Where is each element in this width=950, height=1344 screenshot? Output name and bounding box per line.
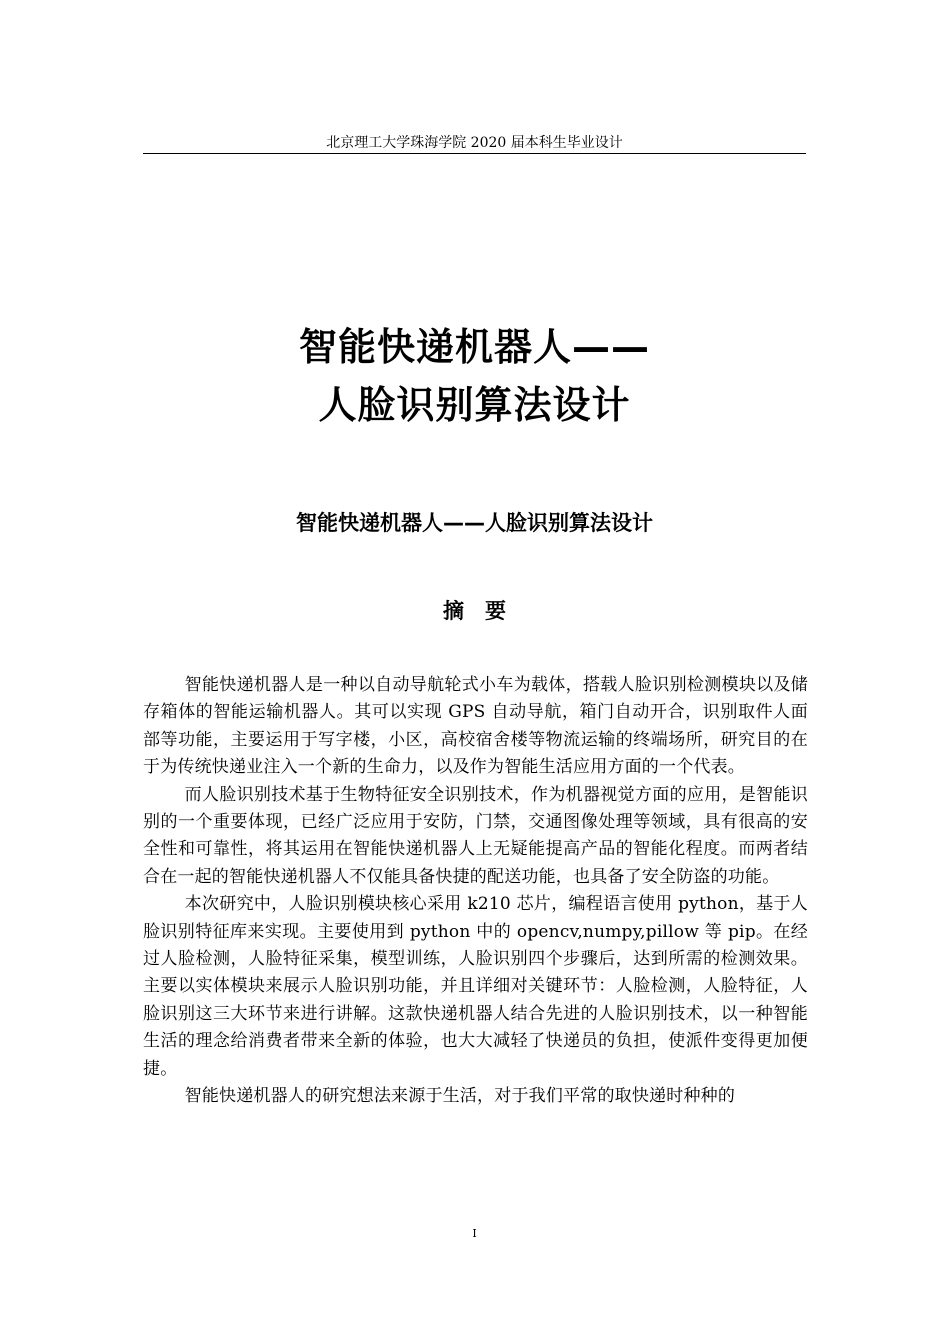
subtitle: 智能快递机器人——人脸识别算法设计 (296, 511, 653, 535)
abstract-paragraph: 智能快递机器人的研究想法来源于生活，对于我们平常的取快递时种种的 (184, 1086, 736, 1107)
page-number: I (472, 1227, 477, 1240)
abstract-paragraph: 智能快递机器人是一种以自动导航轮式小车为载体，搭载人脸识别检测模块以及储存箱体的智能运输机器人。其可以实现 GPS 自动导航，箱门自动开合，识别取件人面部等功能，主要运用于写字楼，小区，高校宿舍楼等物流运输的终端场所，研究目的在于为传统快递业注入一个新的生命力，以及作为智能生活应用方面的一个代表。 (143, 675, 808, 778)
running-header: 北京理工大学珠海学院 2020 届本科生毕业设计 (326, 135, 623, 151)
main-title-line-2: 人脸识别算法设计 (318, 383, 631, 427)
abstract-paragraph: 本次研究中，人脸识别模块核心采用 k210 芯片，编程语言使用 python，基于人脸识别特征库来实现。主要使用到 python 中的 opencv,numpy,pillow 等 pip。在经过人脸检测，人脸特征采集，模型训练，人脸识别四个步骤后，达到所需的检测效果。主要以实体模块来展示人脸识别功能，并且详细对关键环节：人脸检测，人脸特征，人脸识别这三大环节来进行讲解。这款快递机器人结合先进的人脸识别技术，以一种智能生活的理念给消费者带来全新的体验，也大大减轻了快递员的负担，使派件变得更加便捷。 (143, 894, 808, 1079)
main-title (143, 318, 806, 434)
abstract-heading: 摘要 (443, 599, 527, 623)
abstract-paragraph: 而人脸识别技术基于生物特征安全识别技术，作为机器视觉方面的应用，是智能识别的一个重要体现，已经广泛应用于安防，门禁，交通图像处理等领域，具有很高的安全性和可靠性，将其运用在智能快递机器人上无疑能提高产品的智能化程度。而两者结合在一起的智能快递机器人不仅能具备快捷的配送功能，也具备了安全防盗的功能。 (143, 784, 808, 887)
abstract-body (143, 672, 808, 1111)
main-title-line-1: 智能快递机器人—— (298, 325, 650, 369)
header-rule (143, 153, 806, 154)
